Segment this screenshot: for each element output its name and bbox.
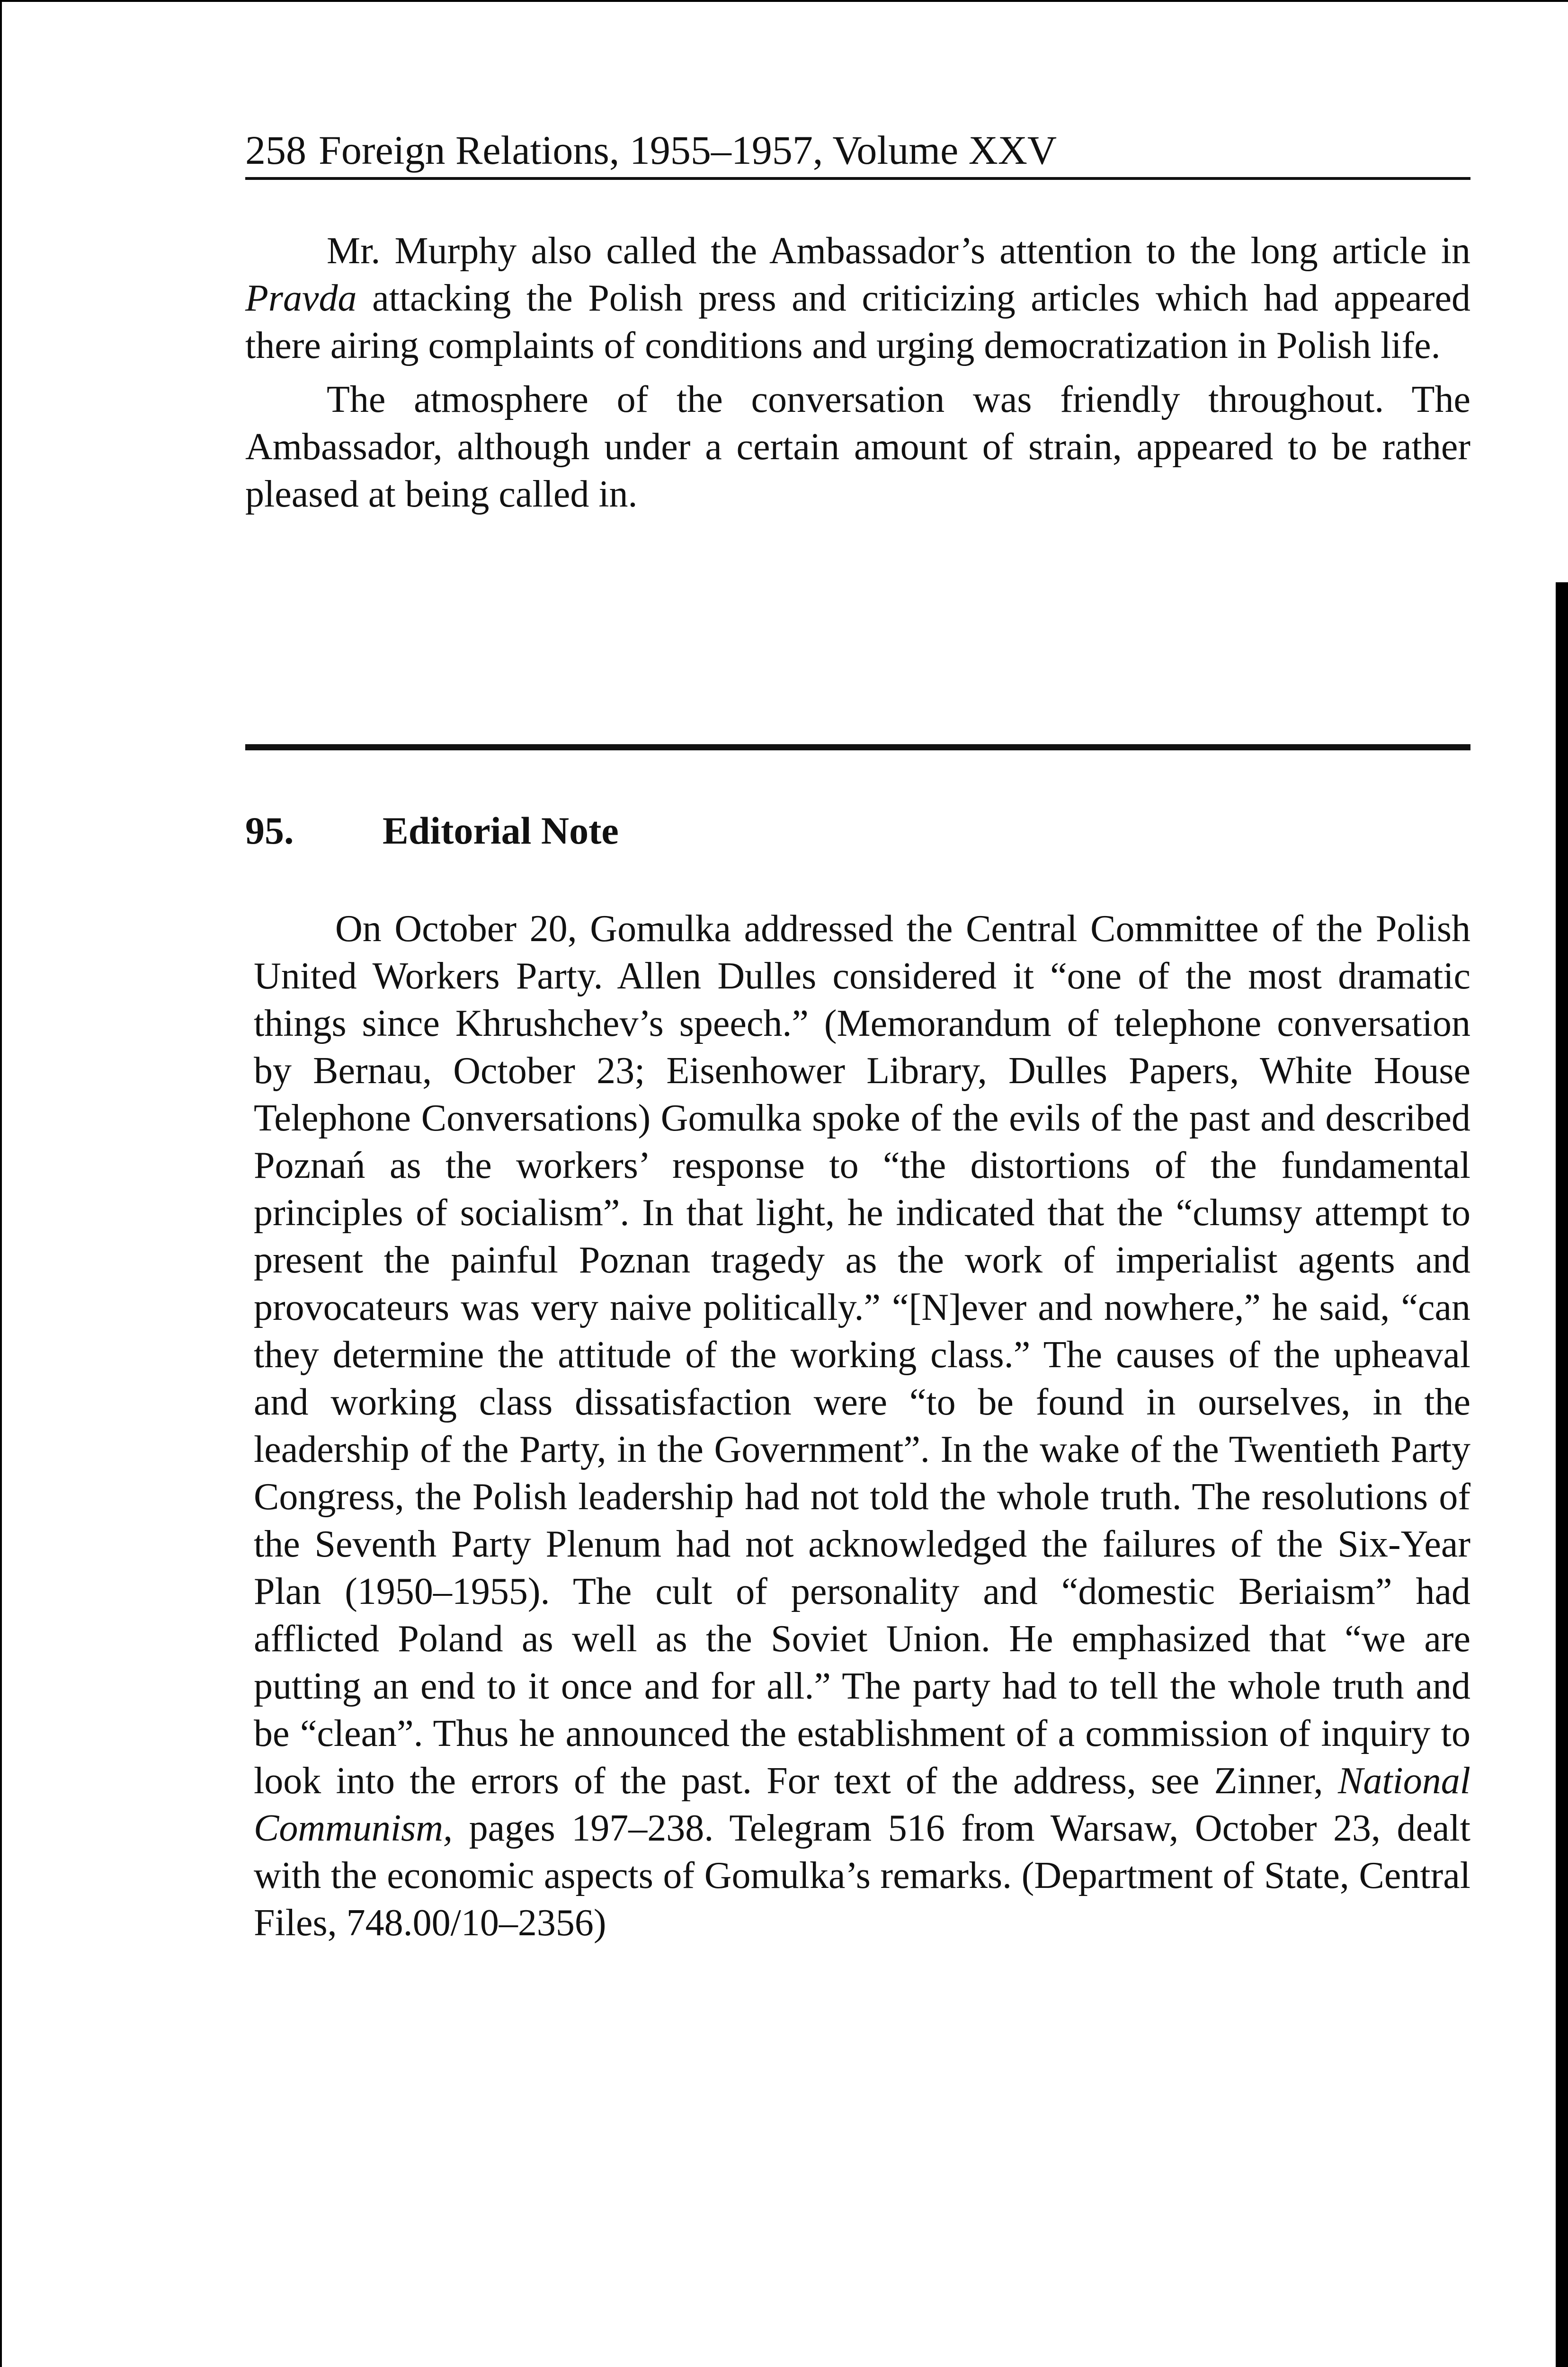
paragraph: The atmosphere of the conversation was friendly throughout. The Ambassador, although under a certain amount of strain, appeared to be rather pleased at being called in.	[245, 379, 1470, 515]
document-heading	[245, 805, 619, 857]
document-number: 95.	[245, 809, 294, 852]
text-run: On October 20, Gomulka addressed the Central Committee of the Polish United Workers Party. Allen Dulles considered it “one of the most dramatic things since Khrushchev’s speech.” (Memorandum of telephone conversation by Bernau, October 23; Eisenhower Library, Dulles Papers, White House Telephone Conversations) Gomulka spoke of the evils of the past and described Poznań as the workers’ response to “the distortions of the fundamental principles of socialism”. In that light, he indicated that the “clumsy attempt to present the painful Poznan tragedy as the work of imperialist agents and provocateurs was very naive politically.” “[N]ever and nowhere,” he said, “can they determine the attitude of the working class.” The causes of the upheaval and working class dissatisfaction were “to be found in ourselves, in the leadership of the Party, in the Government”. In the wake of the Twentieth Party Congress, the Polish leadership had not told the whole truth. The resolutions of the Seventh Party Plenum had not acknowledged the failures of the Six-Year Plan (1950–1955). The cult of personality and “domestic Beriaism” had afflicted Poland as well as the Soviet Union. He emphasized that “we are putting an end to it once and for all.” The party had to tell the whole truth and be “clean”. Thus he announced the establishment of a commission of inquiry to look into the errors of the past. For text of the address, see Zinner,	[254, 908, 1470, 1802]
editorial-note-text	[254, 905, 1470, 1947]
page-number: 258	[245, 127, 306, 173]
text-run: Mr. Murphy also called the Ambassador’s attention to the long article in	[327, 230, 1470, 272]
text-run: attacking the Polish press and criticizing articles which had appeared there airing complaints of conditions and urging democratization in Polish life.	[245, 277, 1470, 366]
running-head	[245, 124, 1470, 180]
italic-title: National Communism,	[254, 1760, 1470, 1849]
italic-title: Pravda	[245, 277, 357, 319]
volume-title: Foreign Relations, 1955–1957, Volume XXV	[319, 127, 1057, 173]
section-divider	[245, 744, 1470, 750]
scan-edge-shadow	[1556, 582, 1568, 2367]
previous-document-text	[245, 227, 1470, 518]
text-run: pages 197–238. Telegram 516 from Warsaw, October 23, dealt with the economic aspects of Gomulka’s remarks. (Department of State, Central Files, 748.00/10–2356)	[254, 1807, 1470, 1944]
paragraph	[254, 905, 1470, 1947]
paragraph	[245, 227, 1470, 369]
document-title: Editorial Note	[383, 809, 619, 852]
